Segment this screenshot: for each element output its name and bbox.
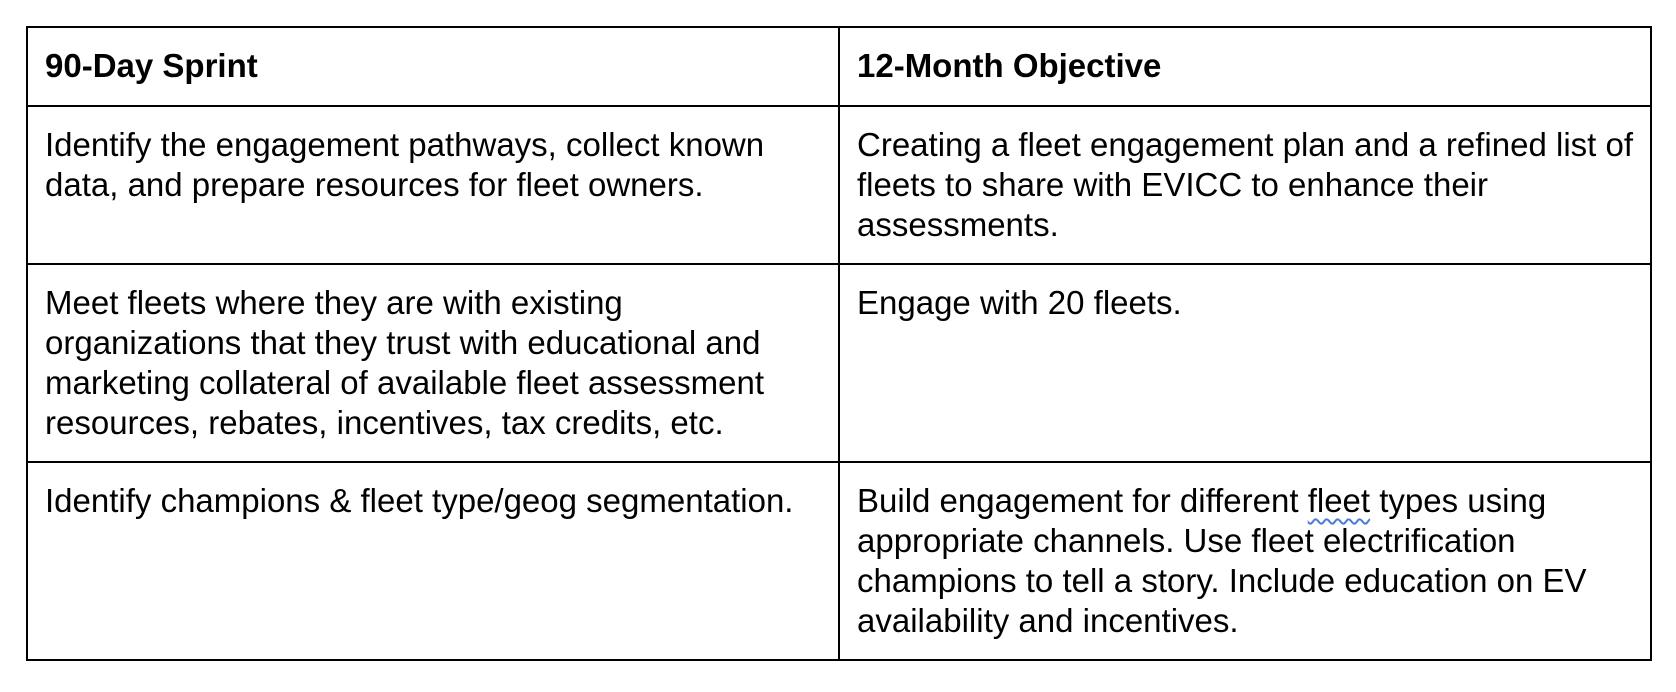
objective-text-end: types using appropriate channels. Use fleet electrification champions to tell a story. Include education on EV availability and incentives.	[857, 482, 1587, 639]
table-header-row	[27, 27, 1651, 106]
objective-cell[interactable]: Engage with 20 fleets.	[839, 264, 1651, 462]
objective-cell[interactable]	[839, 462, 1651, 660]
goals-table	[26, 26, 1652, 661]
header-90-day-sprint[interactable]: 90-Day Sprint	[27, 27, 839, 106]
sprint-cell[interactable]: Meet fleets where they are with existing organizations that they trust with educational and marketing collateral of available fleet assessment resources, rebates, incentives, tax credits, etc.	[27, 264, 839, 462]
header-12-month-objective[interactable]: 12-Month Objective	[839, 27, 1651, 106]
table-row	[27, 106, 1651, 264]
objective-cell[interactable]: Creating a fleet engagement plan and a refined list of fleets to share with EVICC to enhance their assessments.	[839, 106, 1651, 264]
table-row	[27, 462, 1651, 660]
sprint-cell[interactable]: Identify champions & fleet type/geog segmentation.	[27, 462, 839, 660]
sprint-cell[interactable]: Identify the engagement pathways, collect known data, and prepare resources for fleet owners.	[27, 106, 839, 264]
objective-text-start: Build engagement for different	[857, 482, 1308, 519]
spellcheck-flagged-word[interactable]: fleet	[1307, 482, 1371, 519]
table-row	[27, 264, 1651, 462]
